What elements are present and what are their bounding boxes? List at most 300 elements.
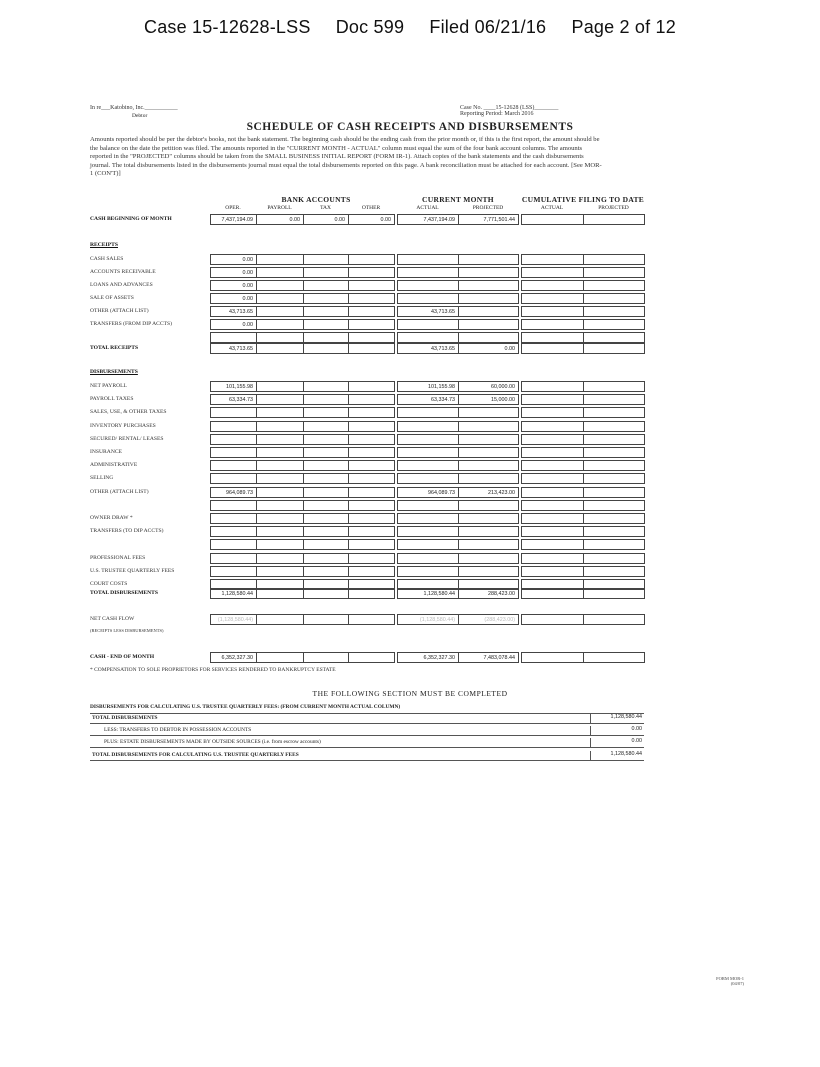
cell-2: [303, 293, 349, 304]
cell-4: 63,334.73: [397, 394, 459, 405]
cell-4: [397, 332, 459, 343]
cell-7: [583, 332, 645, 343]
cell-1: [256, 293, 304, 304]
row-label: CASH SALES: [90, 256, 124, 262]
cell-6: [521, 460, 584, 471]
cell-6: [521, 332, 584, 343]
cell-5: [458, 267, 519, 278]
cell-3: [348, 460, 395, 471]
quarterly-label: PLUS: ESTATE DISBURSEMENTS MADE BY OUTSIDE SOURCES (i.e. from escrow accounts): [104, 739, 321, 745]
receipt-row: [90, 267, 644, 280]
cell-4: 101,155.98: [397, 381, 459, 392]
cell-7: [583, 473, 645, 484]
cell-2: [303, 473, 349, 484]
cell-2: [303, 319, 349, 330]
cumulative-group: CUMULATIVE FILING TO DATE: [521, 195, 645, 204]
cell-4: 7,437,194.09: [397, 214, 459, 225]
cell-4: [397, 280, 459, 291]
cell-3: [348, 473, 395, 484]
cell-3: [348, 614, 395, 625]
cell-2: [303, 407, 349, 418]
cell-6: [521, 306, 584, 317]
cell-2: [303, 306, 349, 317]
cell-7: [583, 447, 645, 458]
cell-7: [583, 553, 645, 564]
disbursement-row: [90, 487, 644, 500]
total-receipts-row: [90, 343, 644, 356]
cell-1: 0.00: [256, 214, 304, 225]
debtor-label: Debtor: [132, 113, 148, 119]
cell-2: [303, 526, 349, 537]
row-label: INVENTORY PURCHASES: [90, 422, 156, 429]
cell-1: [256, 566, 304, 577]
cell-1: [256, 487, 304, 498]
cell-6: [521, 254, 584, 265]
row-label: ADMINISTRATIVE: [90, 462, 138, 469]
cell-2: [303, 280, 349, 291]
cell-5: [458, 539, 519, 550]
cell-7: [583, 421, 645, 432]
cell-1: [256, 460, 304, 471]
form-id: [710, 976, 744, 986]
cell-5: [458, 460, 519, 471]
cell-3: [348, 293, 395, 304]
cell-4: 1,128,580.44: [397, 588, 459, 599]
row-label: OTHER (ATTACH LIST): [90, 488, 149, 495]
cell-6: [521, 447, 584, 458]
cell-1: [256, 553, 304, 564]
cell-3: [348, 343, 395, 354]
cell-2: [303, 652, 349, 663]
cell-0: [210, 553, 257, 564]
receipt-row: [90, 293, 644, 306]
cell-2: [303, 513, 349, 524]
cell-4: [397, 473, 459, 484]
cell-2: 0.00: [303, 214, 349, 225]
cell-7: [583, 394, 645, 405]
cell-4: [397, 526, 459, 537]
cell-6: [521, 293, 584, 304]
cell-7: [583, 614, 645, 625]
cell-2: [303, 447, 349, 458]
cell-3: [348, 280, 395, 291]
quarterly-label: LESS: TRANSFERS TO DEBTOR IN POSSESSION ACCOUNTS: [104, 726, 252, 733]
cell-0: 1,128,580.44: [210, 588, 257, 599]
cell-0: (1,128,580.44): [210, 614, 257, 625]
quarterly-row: [90, 738, 644, 748]
disbursement-row: [90, 407, 644, 420]
cell-1: [256, 254, 304, 265]
cell-5: [458, 566, 519, 577]
cell-1: [256, 280, 304, 291]
cell-7: [583, 306, 645, 317]
cell-0: 63,334.73: [210, 394, 257, 405]
cell-3: [348, 434, 395, 445]
disbursement-row: [90, 539, 644, 552]
schedule-title: SCHEDULE OF CASH RECEIPTS AND DISBURSEMENTS: [246, 121, 574, 133]
cell-1: [256, 539, 304, 550]
cell-5: [458, 332, 519, 343]
cell-1: [256, 652, 304, 663]
cell-1: [256, 332, 304, 343]
quarterly-value: 0.00: [590, 738, 644, 747]
cell-7: [583, 343, 645, 354]
cell-3: [348, 652, 395, 663]
cell-5: [458, 421, 519, 432]
cell-3: [348, 319, 395, 330]
cell-4: 43,713.65: [397, 306, 459, 317]
cell-7: [583, 407, 645, 418]
receipt-row: [90, 254, 644, 267]
cell-1: [256, 434, 304, 445]
cell-0: [210, 513, 257, 524]
cell-7: [583, 588, 645, 599]
cell-3: [348, 306, 395, 317]
cell-0: 7,437,194.09: [210, 214, 257, 225]
cell-0: [210, 421, 257, 432]
disbursement-row: [90, 421, 644, 434]
cell-6: [521, 500, 584, 511]
cell-0: [210, 500, 257, 511]
current-month-group: CURRENT MONTH: [422, 195, 494, 204]
cell-1: [256, 473, 304, 484]
disbursement-row: [90, 566, 644, 579]
net-cash-flow-row: [90, 614, 644, 627]
cell-4: 6,352,327.30: [397, 652, 459, 663]
cell-0: [210, 473, 257, 484]
cell-3: [348, 421, 395, 432]
cell-1: [256, 614, 304, 625]
column-header-0: OPER.: [225, 205, 241, 211]
quarterly-value: 1,128,580.44: [590, 751, 644, 760]
row-label: CASH BEGINNING OF MONTH: [90, 216, 172, 222]
cell-3: [348, 500, 395, 511]
cell-2: [303, 553, 349, 564]
cell-3: [348, 588, 395, 599]
net-cash-flow-sublabel: (RECEIPTS LESS DISBURSEMENTS): [90, 628, 164, 633]
row-label: SALE OF ASSETS: [90, 295, 134, 301]
cell-5: [458, 553, 519, 564]
cell-0: 101,155.98: [210, 381, 257, 392]
cell-2: [303, 332, 349, 343]
cell-7: [583, 460, 645, 471]
cell-4: 964,089.73: [397, 487, 459, 498]
total-disbursements-row: [90, 588, 644, 601]
cell-6: [521, 381, 584, 392]
page-number-header: Page 2 of 12: [571, 17, 676, 37]
cell-3: [348, 267, 395, 278]
cell-5: [458, 407, 519, 418]
cell-2: [303, 254, 349, 265]
cell-5: (288,423.00): [458, 614, 519, 625]
cell-2: [303, 343, 349, 354]
row-label: TOTAL DISBURSEMENTS: [90, 590, 159, 596]
cell-6: [521, 214, 584, 225]
receipt-row: [90, 280, 644, 293]
cell-3: [348, 487, 395, 498]
cell-6: [521, 526, 584, 537]
cell-7: [583, 381, 645, 392]
row-label: TRANSFERS (FROM DIP ACCTS): [90, 321, 173, 327]
cell-7: [583, 652, 645, 663]
cell-0: [210, 566, 257, 577]
cell-4: [397, 407, 459, 418]
cell-6: [521, 473, 584, 484]
row-label: SECURED/ RENTAL/ LEASES: [90, 435, 164, 442]
disbursement-row: [90, 434, 644, 447]
form-id-line1: FORM MOR-1: [716, 976, 744, 981]
column-header-7: PROJECTED: [598, 205, 629, 211]
cell-0: 964,089.73: [210, 487, 257, 498]
cell-7: [583, 280, 645, 291]
cell-0: [210, 407, 257, 418]
case-no: Case No. ____15-12628 (LSS)________: [460, 105, 559, 111]
cell-5: 7,483,078.44: [458, 652, 519, 663]
cell-1: [256, 500, 304, 511]
cell-2: [303, 267, 349, 278]
instructions-text: Amounts reported should be per the debtor's books, not the bank statement. The beginning cash should be the ending cash from the prior month or, if this is the first report, the amount should be the balance on the date the petition was filed. The amounts reported in the "CURRENT MONTH - ACTUAL" column must equal the sum of the four bank account columns. The amounts reported in the "PROJECTED" columns should be taken from the SMALL BUSINESS INITIAL REPORT (FORM IR-1). Attach copies of the bank statements and the cash disbursements journal. The total disbursements listed in the disbursements journal must equal the total disbursements reported on this page. A bank reconciliation must be attached for each account. [See MOR-1 (CON'T)]: [90, 136, 602, 178]
column-header-3: OTHER: [361, 205, 381, 211]
cash-end-row: [90, 652, 644, 665]
cell-3: [348, 407, 395, 418]
cell-3: [348, 566, 395, 577]
cell-5: [458, 293, 519, 304]
cell-5: [458, 513, 519, 524]
cell-3: [348, 394, 395, 405]
cell-6: [521, 588, 584, 599]
column-header-6: ACTUAL: [540, 205, 564, 211]
cell-0: [210, 539, 257, 550]
row-label: INSURANCE: [90, 449, 123, 455]
row-label: TRANSFERS (TO DIP ACCTS): [90, 528, 164, 535]
cell-5: [458, 526, 519, 537]
cell-4: [397, 500, 459, 511]
cell-2: [303, 614, 349, 625]
cell-4: [397, 293, 459, 304]
row-label: NET PAYROLL: [90, 383, 127, 389]
cell-2: [303, 588, 349, 599]
receipt-row: [90, 319, 644, 332]
cell-5: [458, 473, 519, 484]
cell-2: [303, 460, 349, 471]
cell-1: [256, 381, 304, 392]
cell-7: [583, 293, 645, 304]
quarterly-value: 1,128,580.44: [590, 714, 644, 723]
cell-1: [256, 447, 304, 458]
cell-4: [397, 254, 459, 265]
cell-1: [256, 526, 304, 537]
cell-7: [583, 539, 645, 550]
cell-0: [210, 434, 257, 445]
cell-4: [397, 566, 459, 577]
quarterly-row: [90, 751, 644, 761]
cell-7: [583, 434, 645, 445]
cell-0: [210, 526, 257, 537]
cell-1: [256, 319, 304, 330]
cell-6: [521, 434, 584, 445]
cell-3: [348, 447, 395, 458]
disbursement-row: [90, 460, 644, 473]
column-header-1: PAYROLL: [267, 205, 292, 211]
cell-5: 213,423.00: [458, 487, 519, 498]
filed-date-header: Filed 06/21/16: [429, 17, 547, 37]
cell-5: [458, 280, 519, 291]
cell-7: [583, 513, 645, 524]
cell-0: 43,713.65: [210, 306, 257, 317]
cell-5: 60,000.00: [458, 381, 519, 392]
row-label: TOTAL RECEIPTS: [90, 345, 139, 351]
cell-0: 0.00: [210, 267, 257, 278]
column-header-2: TAX: [320, 205, 331, 211]
disbursement-row: [90, 526, 644, 539]
cell-5: 7,771,501.44: [458, 214, 519, 225]
cell-4: [397, 513, 459, 524]
receipt-row: [90, 306, 644, 319]
cell-4: [397, 421, 459, 432]
row-label: SALES, USE, & OTHER TAXES: [90, 409, 167, 416]
cell-3: [348, 381, 395, 392]
quarterly-heading: DISBURSEMENTS FOR CALCULATING U.S. TRUSTEE QUARTERLY FEES: (FROM CURRENT MONTH ACTUAL COLUMN): [90, 704, 401, 710]
row-label: CASH - END OF MONTH: [90, 654, 155, 660]
reporting-period: Reporting Period: March 2016: [460, 111, 534, 117]
row-label: OTHER (ATTACH LIST): [90, 308, 149, 314]
cell-6: [521, 280, 584, 291]
quarterly-label: TOTAL DISBURSEMENTS FOR CALCULATING U.S. TRUSTEE QUARTERLY FEES: [92, 751, 299, 758]
cell-6: [521, 319, 584, 330]
quarterly-label: TOTAL DISBURSEMENTS: [92, 715, 158, 721]
following-section-title: THE FOLLOWING SECTION MUST BE COMPLETED: [312, 689, 508, 698]
row-label: NET CASH FLOW: [90, 616, 135, 622]
cell-7: [583, 214, 645, 225]
disbursement-row: [90, 500, 644, 513]
cell-4: 43,713.65: [397, 343, 459, 354]
cell-7: [583, 500, 645, 511]
cell-7: [583, 526, 645, 537]
cell-4: [397, 434, 459, 445]
cell-0: 43,713.65: [210, 343, 257, 354]
quarterly-row: [90, 713, 644, 724]
cell-5: 15,000.00: [458, 394, 519, 405]
cell-0: 6,352,327.30: [210, 652, 257, 663]
debtor-name: In re___Katobino, Inc.___________: [90, 105, 178, 111]
disbursement-row: [90, 447, 644, 460]
receipts-title: RECEIPTS: [90, 242, 118, 248]
cell-4: [397, 460, 459, 471]
cell-1: [256, 421, 304, 432]
cell-3: [348, 526, 395, 537]
cell-4: [397, 447, 459, 458]
disbursement-row: [90, 553, 644, 566]
cell-4: [397, 553, 459, 564]
cell-1: [256, 267, 304, 278]
cell-2: [303, 500, 349, 511]
cell-2: [303, 421, 349, 432]
cell-0: 0.00: [210, 254, 257, 265]
column-header-4: ACTUAL: [416, 205, 439, 211]
quarterly-row: [90, 726, 644, 736]
cell-4: [397, 267, 459, 278]
disbursement-row: [90, 473, 644, 486]
cell-2: [303, 566, 349, 577]
case-info: [460, 105, 558, 117]
cell-6: [521, 513, 584, 524]
doc-number-header: Doc 599: [335, 17, 405, 37]
cell-6: [521, 614, 584, 625]
row-label: COURT COSTS: [90, 581, 128, 587]
cell-4: (1,128,580.44): [397, 614, 459, 625]
cell-1: [256, 407, 304, 418]
cell-0: 0.00: [210, 293, 257, 304]
cell-0: 0.00: [210, 280, 257, 291]
cell-7: [583, 319, 645, 330]
cell-5: [458, 254, 519, 265]
row-label: LOANS AND ADVANCES: [90, 282, 153, 288]
cell-5: [458, 306, 519, 317]
cell-0: [210, 447, 257, 458]
cell-1: [256, 588, 304, 599]
cell-5: 288,423.00: [458, 588, 519, 599]
cell-6: [521, 394, 584, 405]
cell-5: [458, 447, 519, 458]
cash-begin-row: [90, 214, 644, 227]
cell-3: [348, 332, 395, 343]
cell-6: [521, 421, 584, 432]
row-label: PROFESSIONAL FEES: [90, 554, 146, 561]
disbursements-title: DISBURSEMENTS: [90, 369, 138, 375]
cell-1: [256, 394, 304, 405]
cell-6: [521, 566, 584, 577]
cell-1: [256, 513, 304, 524]
row-label: ACCOUNTS RECEIVABLE: [90, 269, 156, 275]
form-id-line2: (04/07): [730, 981, 744, 986]
cell-0: 0.00: [210, 319, 257, 330]
cell-6: [521, 487, 584, 498]
quarterly-value: 0.00: [590, 726, 644, 735]
cell-5: [458, 434, 519, 445]
row-label: PAYROLL TAXES: [90, 396, 134, 403]
cell-2: [303, 539, 349, 550]
cell-2: [303, 381, 349, 392]
cell-3: [348, 513, 395, 524]
row-label: OWNER DRAW *: [90, 515, 133, 521]
cell-4: [397, 319, 459, 330]
cell-5: [458, 319, 519, 330]
cell-6: [521, 407, 584, 418]
footnote: * COMPENSATION TO SOLE PROPRIETORS FOR SERVICES RENDERED TO BANKRUPTCY ESTATE: [90, 667, 336, 673]
cell-4: [397, 539, 459, 550]
cell-7: [583, 566, 645, 577]
column-header-5: PROJECTED: [472, 205, 504, 211]
cell-0: [210, 460, 257, 471]
cell-5: [458, 500, 519, 511]
row-label: SELLING: [90, 475, 114, 482]
bank-accounts-group: BANK ACCOUNTS: [281, 195, 351, 204]
cell-6: [521, 267, 584, 278]
cell-7: [583, 487, 645, 498]
court-header: [0, 17, 820, 38]
cell-2: [303, 487, 349, 498]
cell-1: [256, 343, 304, 354]
case-number-header: Case 15-12628-LSS: [144, 17, 311, 37]
cell-0: [210, 332, 257, 343]
cell-6: [521, 343, 584, 354]
cell-3: [348, 254, 395, 265]
cell-2: [303, 434, 349, 445]
cell-3: [348, 553, 395, 564]
cell-6: [521, 553, 584, 564]
cell-7: [583, 267, 645, 278]
cell-3: [348, 539, 395, 550]
